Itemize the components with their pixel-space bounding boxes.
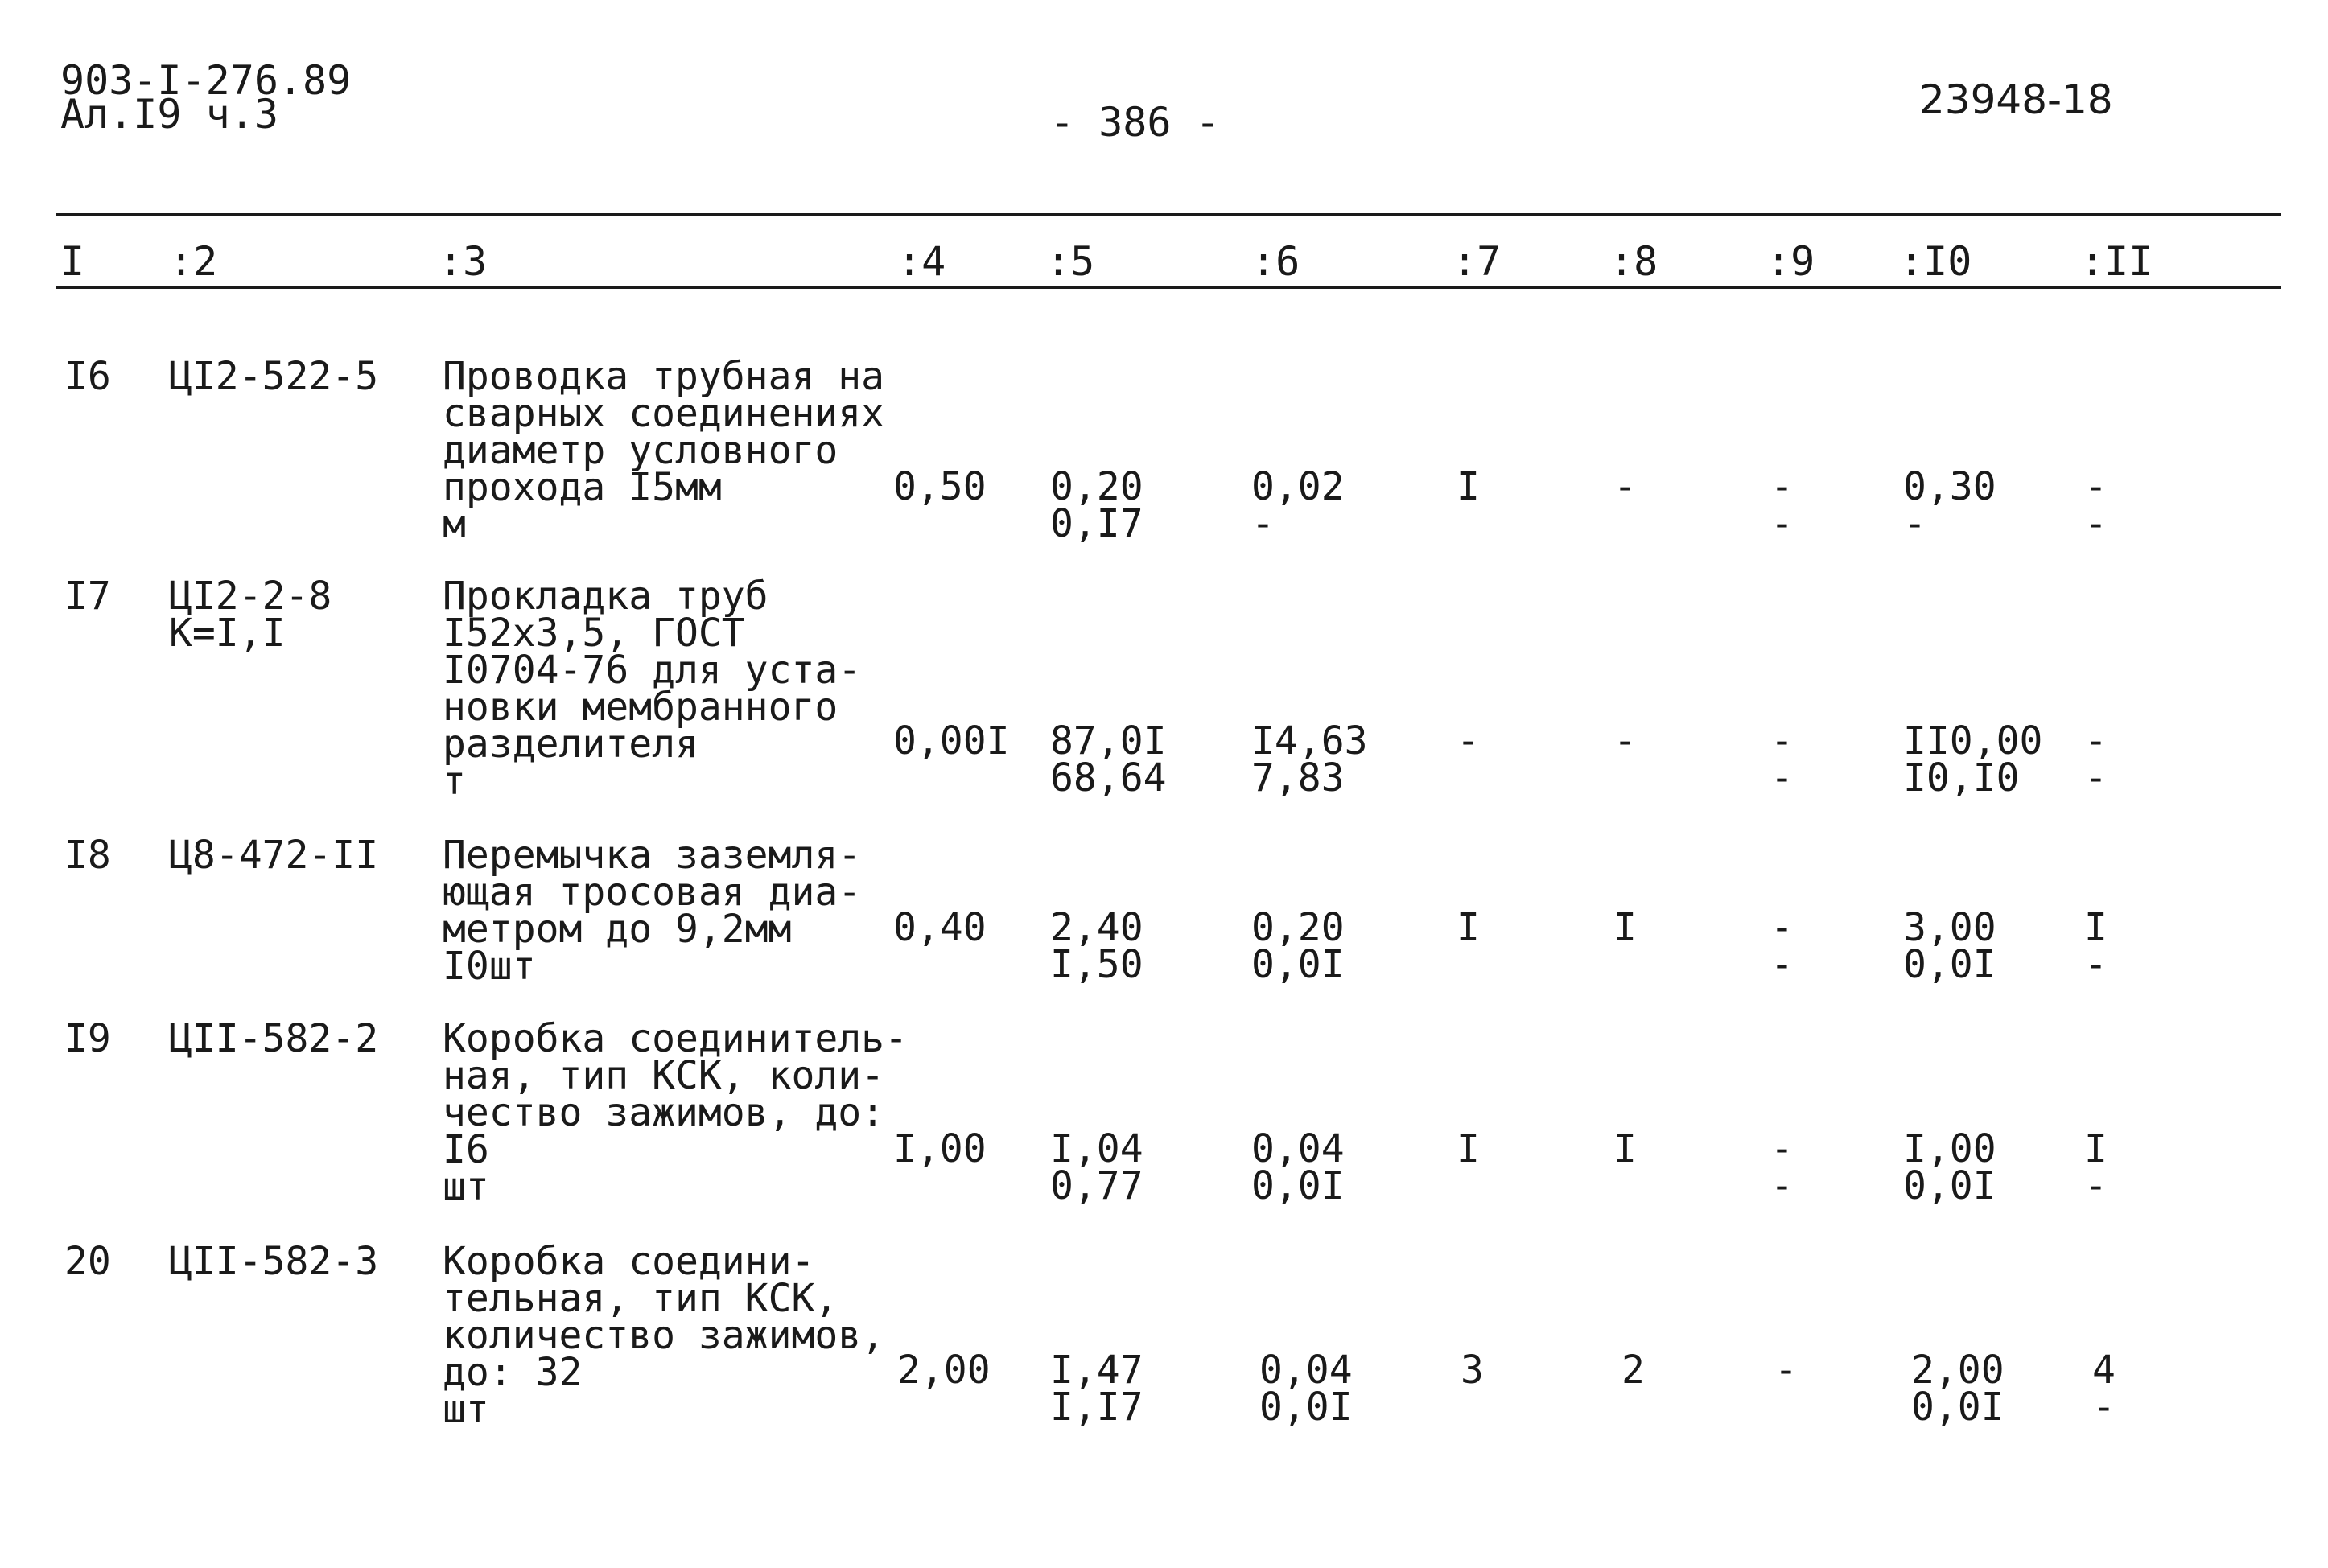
- value-cell: 0,20 0,I7: [1050, 464, 1143, 546]
- value-cell: 0,04 0,0I: [1259, 1348, 1353, 1430]
- rate-code: ЦII-582-2: [169, 1016, 379, 1061]
- column-header: :8: [1609, 238, 1658, 285]
- value-cell: 0,04 0,0I: [1251, 1126, 1345, 1208]
- value-cell: 0,02 -: [1251, 464, 1345, 546]
- row-number: I8: [64, 833, 111, 878]
- work-description: Проводка трубная на сварных соединениях диаметр условного прохода I5мм м: [443, 354, 885, 547]
- value-cell: I -: [2084, 905, 2108, 987]
- column-header: :II: [2080, 238, 2153, 285]
- quantity-cell: 0,50: [893, 464, 987, 509]
- value-cell: II0,00 I0,I0: [1903, 718, 2043, 800]
- work-description: Коробка соединитель- ная, тип КСК, коли- чество зажимов, до: I6 шт: [443, 1016, 908, 1209]
- table-header-rule: [56, 286, 2281, 289]
- column-header: :5: [1046, 238, 1095, 285]
- value-cell: I: [1457, 905, 1480, 950]
- value-cell: I,04 0,77: [1050, 1126, 1143, 1208]
- value-cell: I,00 0,0I: [1903, 1126, 1996, 1208]
- row-number: I6: [64, 354, 111, 399]
- value-cell: 2,00 0,0I: [1911, 1348, 2005, 1430]
- value-cell: I,47 I,I7: [1050, 1348, 1143, 1430]
- quantity-cell: 0,40: [893, 905, 987, 950]
- value-cell: 3,00 0,0I: [1903, 905, 1996, 987]
- value-cell: I: [1457, 464, 1480, 509]
- column-header: :7: [1452, 238, 1502, 285]
- value-cell: - -: [1770, 718, 1794, 800]
- value-cell: 4 -: [2092, 1348, 2116, 1430]
- value-cell: I: [1457, 1126, 1480, 1171]
- value-cell: 0,20 0,0I: [1251, 905, 1345, 987]
- value-cell: 2: [1621, 1348, 1645, 1393]
- value-cell: - -: [1770, 464, 1794, 546]
- rate-code: ЦI2-522-5: [169, 354, 379, 399]
- value-cell: 3: [1461, 1348, 1484, 1393]
- value-cell: -: [1613, 464, 1637, 509]
- work-description: Коробка соедини- тельная, тип КСК, количество зажимов, до: 32 шт: [443, 1239, 885, 1432]
- value-cell: 0,30 -: [1903, 464, 1996, 546]
- rate-code: Ц8-472-II: [169, 833, 379, 878]
- column-header: I: [60, 238, 85, 285]
- column-header: :6: [1251, 238, 1300, 285]
- column-header: :9: [1766, 238, 1815, 285]
- column-header: :I0: [1899, 238, 1972, 285]
- rate-code: ЦII-582-3: [169, 1239, 379, 1284]
- value-cell: I: [1613, 1126, 1637, 1171]
- handwritten-inventory-number: 23948-18: [1919, 76, 2113, 123]
- table-top-rule: [56, 213, 2281, 216]
- value-cell: -: [1774, 1348, 1798, 1393]
- work-description: Перемычка заземля- ющая тросовая диа- метром до 9,2мм I0шт: [443, 833, 862, 989]
- value-cell: -: [1457, 718, 1480, 763]
- value-cell: - -: [2084, 718, 2108, 800]
- document-code: 903-I-276.89: [60, 57, 352, 104]
- page-number: - 386 -: [1050, 99, 1220, 146]
- value-cell: -: [1613, 718, 1637, 763]
- row-number: I9: [64, 1016, 111, 1061]
- value-cell: - -: [1770, 1126, 1794, 1208]
- value-cell: I4,63 7,83: [1251, 718, 1368, 800]
- work-description: Прокладка труб I52х3,5, ГОСТ I0704-76 для уста- новки мембранного разделителя т: [443, 574, 862, 804]
- row-number: 20: [64, 1239, 111, 1284]
- album-reference: Ал.I9 ч.3: [60, 91, 278, 138]
- column-header: :2: [169, 238, 218, 285]
- column-header: :4: [897, 238, 946, 285]
- column-header: :3: [439, 238, 488, 285]
- rate-code: ЦI2-2-8 К=I,I: [169, 574, 332, 656]
- value-cell: I: [1613, 905, 1637, 950]
- value-cell: 2,40 I,50: [1050, 905, 1143, 987]
- quantity-cell: 2,00: [897, 1348, 991, 1393]
- value-cell: - -: [2084, 464, 2108, 546]
- value-cell: - -: [1770, 905, 1794, 987]
- row-number: I7: [64, 574, 111, 619]
- value-cell: 87,0I 68,64: [1050, 718, 1167, 800]
- quantity-cell: 0,00I: [893, 718, 1010, 763]
- quantity-cell: I,00: [893, 1126, 987, 1171]
- value-cell: I -: [2084, 1126, 2108, 1208]
